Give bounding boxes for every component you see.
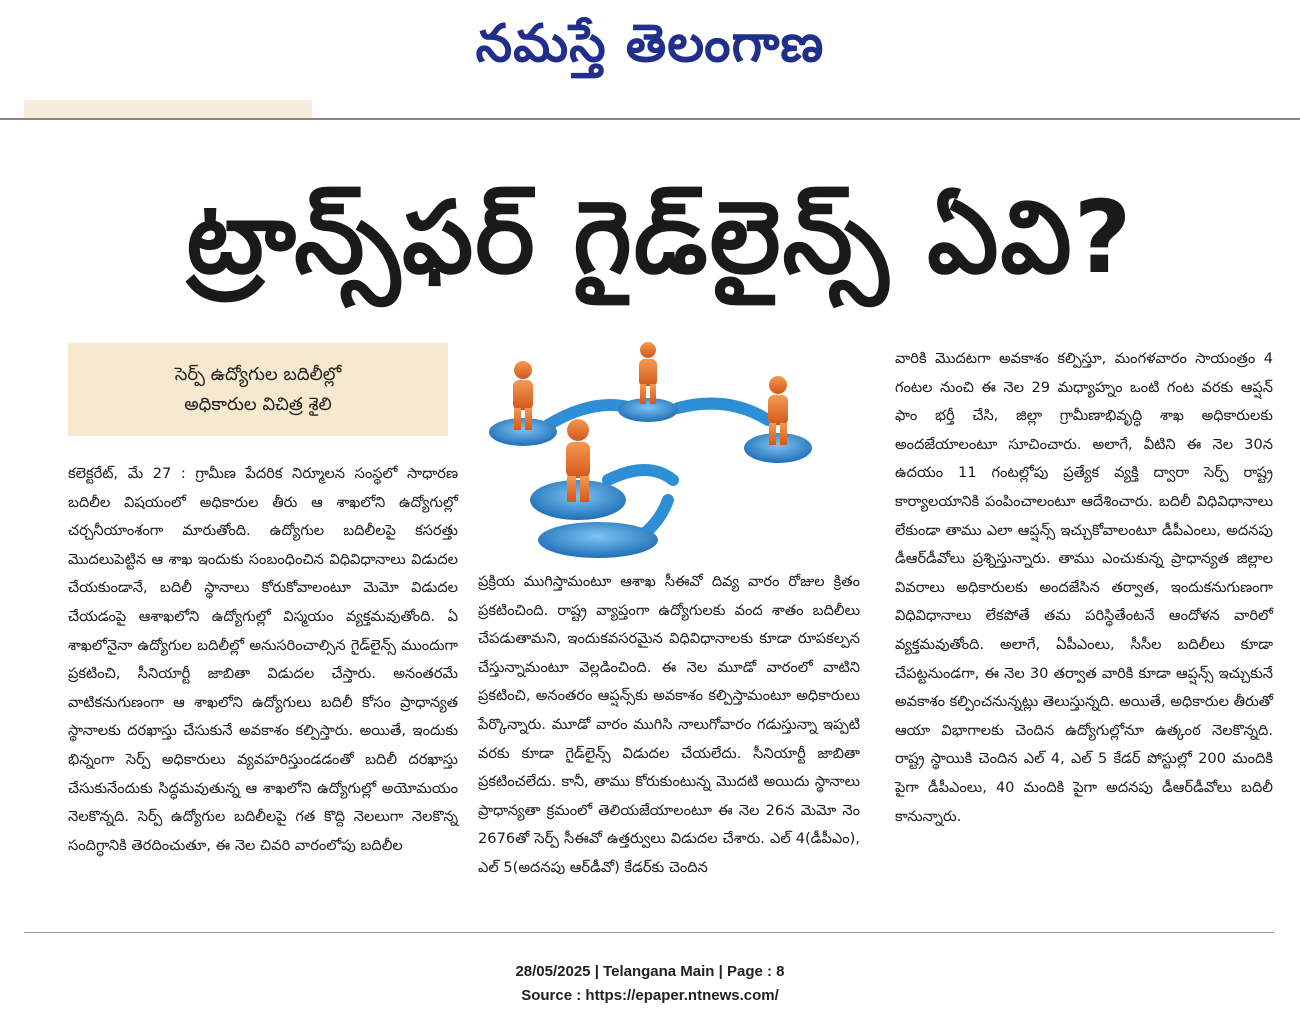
article-paragraph: ప్రక్రియ ముగిస్తామంటూ ఆశాఖ సీఈవో దివ్య వారం రోజుల క్రితం ప్రకటించింది. రాష్ట్ర వ్యాప్తంగా ఉద్యోగులకు వంద శాతం బదిలీలు చేపడుతామని, ఇందుకవసరమైన విధివిధానాలకు కూడా రూపకల్పన చేస్తున్నామంటూ వెల్లడించింది. ఈ నెల మూడో వారంలో వాటిని ప్రకటించి, అనంతరం ఆప్షన్స్‌కు అవకాశం కల్పిస్తామంటూ అధికారులు పేర్కొన్నారు. మూడో వారం ముగిసి నాలుగోవారం గడుస్తున్నా ఇప్పటి వరకు కూడా గైడ్‌లైన్స్ విడుదల చేయలేదు. సీనియార్టీ జాబితా ప్రకటించలేదు. కానీ, తాము కోరుకుంటున్న మొదటి అయిదు స్థానాలు ప్రాధాన్యతా క్రమంలో తెలియజేయాలంటూ ఈ నెల 26న మెమో నెం 2676తో సెర్ప్ సీఈవో ఉత్తర్వులు విడుదల చేశారు. ఎల్ 4(డీపీఎం), ఎల్ 5(అదనపు ఆర్‌డీవో) కేడర్‌కు చెందిన (478, 573, 860, 876)
header-divider (0, 118, 1300, 120)
article-column-1 (68, 460, 458, 860)
source-link[interactable]: Source : https://epaper.ntnews.com/ (521, 987, 779, 1004)
transfer-illustration (478, 340, 860, 562)
subheadline-line-2: అధికారుల విచిత్ర శైలి (184, 393, 332, 415)
header-accent-bar (24, 100, 312, 118)
article-column-2 (478, 568, 860, 883)
page-footer (0, 960, 1300, 1008)
article-headline: ట్రాన్స్‌ఫర్ గైడ్‌లైన్స్ ఏవి? (186, 179, 1134, 296)
edition-info: 28/05/2025 | Telangana Main | Page : 8 (515, 963, 785, 980)
article-paragraph: వారికి మొదటగా అవకాశం కల్పిస్తూ, మంగళవారం సాయంత్రం 4 గంటల నుంచి ఈ నెల 29 మధ్యాహ్నం ఒంటి గంట వరకు ఆప్షన్ ఫాం భర్తీ చేసి, జిల్లా గ్రామీణాభివృద్ధి శాఖ అధికారులకు అందజేయాలంటూ సూచించారు. అలాగే, వీటిని ఈ నెల 30న ఉదయం 11 గంటల్లోపు ప్రత్యేక వ్యక్తి ద్వారా సెర్ప్ రాష్ట్ర కార్యాలయానికి పంపించాలంటూ ఆదేశించారు. బదిలీ విధివిధానాలు లేకుండా తాము ఎలా ఆప్షన్స్ ఇచ్చుకోవాలంటూ డీపీఎంలు, అదనపు డీఆర్‌డీవోలు ప్రశ్నిస్తున్నారు. తాము ఎంచుకున్న ప్రాధాన్యత జిల్లాల వివరాలు అధికారులకు అందజేసిన తర్వాత, ఇందుకనుగుణంగా విధివిధానాలు లేకపోతే తమ పరిస్థితేంటనే ఆందోళన వారిలో వ్యక్తమవుతోంది. అలాగే, ఏపీఎంలు, సీసీల బదిలీలు కూడా చేపట్టనుండగా, ఈ నెల 30 తర్వాత వారికి కూడా ఆప్షన్స్ ఇచ్చుకునే అవకాశం కల్పించనున్నట్లు తెలుస్తున్నది. అయితే, అధికారుల తీరుతో ఆయా విభాగాలకు చెందిన ఉద్యోగుల్లోనూ ఉత్కంఠ నెలకొన్నది. రాష్ట్ర స్థాయికి చెందిన ఎల్ 4, ఎల్ 5 కేడర్ పోస్టుల్లో 200 మందికి పైగా డీపీఎంలు, 40 మందికి పైగా అదనపు డీఆర్‌డీవోలు బదిలీ కానున్నారు. (895, 350, 1273, 825)
masthead (0, 4, 1300, 84)
article-paragraph: కలెక్టరేట్, మే 27 : గ్రామీణ పేదరిక నిర్మూలన సంస్థలో సాధారణ బదిలీల విషయంలో అధికారుల తీరు ఆ శాఖలోని ఉద్యోగుల్లో చర్చనీయాంశంగా మారుతోంది. ఉద్యోగుల బదిలీలపై కసరత్తు మొదలుపెట్టిన ఆ శాఖ ఇందుకు సంబంధించిన విధివిధానాలు విడుదల చేయకుండానే, బదిలీ స్థానాలు కోరుకోవాలంటూ మెమో విడుదల చేయడంపై ఆశాఖలోని ఉద్యోగుల్లో విస్మయం వ్యక్తమవుతోంది. ఏ శాఖలోనైనా ఉద్యోగుల బదిలీల్లో అనుసరించాల్సిన గైడ్‌లైన్స్ ముందుగా ప్రకటించి, సీనియార్టీ జాబితా విడుదల చేస్తారు. అనంతరమే వాటికనుగుణంగా ఆ శాఖలోని ఉద్యోగులు బదిలీ కోసం ప్రాధాన్యత స్థానాలకు దరఖాస్తు చేసుకునే అవకాశం కల్పిస్తారు. అయితే, ఇందుకు భిన్నంగా సెర్ప్ అధికారులు వ్యవహరిస్తుండడంతో బదిలీ దరఖాస్తు చేసుకునేందుకు సిద్ధమవుతున్న ఆ శాఖలోని ఉద్యోగుల్లో అయోమయం నెలకొన్నది. సెర్ప్ ఉద్యోగుల బదిలీలపై గత కొద్ది నెలలుగా నెలకొన్న సందిగ్ధానికి తెరదించుతూ, ఈ నెల చివరి వారంలోపు బదిలీల (68, 465, 458, 854)
subheadline-box (68, 343, 448, 436)
footer-divider (24, 932, 1274, 933)
subheadline-line-1: సెర్ప్ ఉద్యోగుల బదిలీల్లో (174, 363, 342, 385)
article-column-3 (895, 345, 1273, 831)
newspaper-logo: నమస్తే తెలంగాణ (475, 13, 825, 74)
